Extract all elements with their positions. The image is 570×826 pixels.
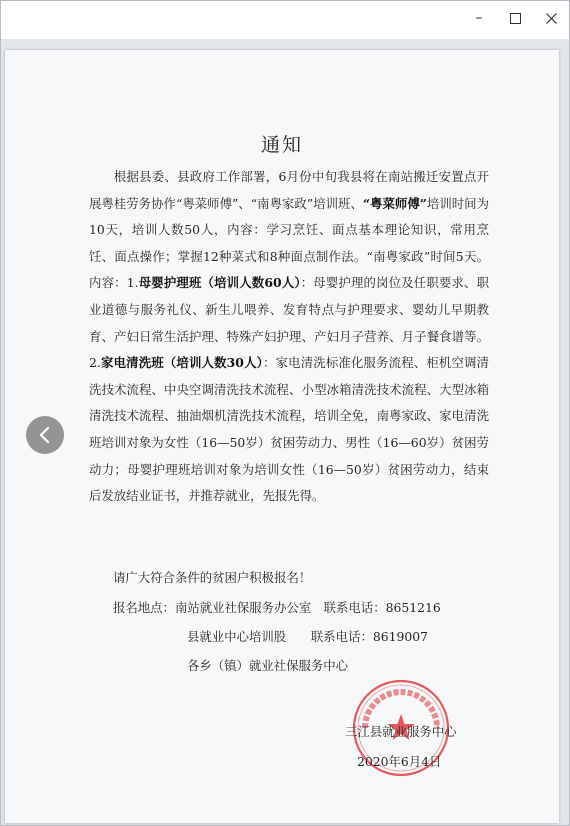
para-text-1: 根据县委、县政府工作部署，6月份中旬我县将在南站搬迁安置点开展粤桂劳务协作“粤菜师傅”、“南粤家政”培训班、	[89, 169, 489, 211]
notice-body	[89, 164, 489, 510]
title-bar	[1, 1, 569, 39]
minimize-icon: –	[475, 10, 483, 26]
close-button[interactable]	[533, 1, 569, 35]
para-bold-3: 家电清洗班（培训人数30人）	[100, 355, 263, 371]
chevron-left-icon	[38, 426, 52, 444]
close-icon	[546, 13, 557, 24]
para-bold-2: 母婴护理班（培训人数60人）	[138, 275, 301, 291]
previous-image-button[interactable]	[26, 416, 64, 454]
maximize-button[interactable]	[497, 1, 533, 35]
image-viewer	[1, 39, 569, 825]
para-text-4: ：家电清洗标准化服务流程、柜机空调清洗技术流程、中央空调清洗技术流程、小型冰箱清洗技术流程、大型冰箱清洗技术流程、抽油烟机清洗技术流程，培训全免，南粤家政、家电清洗班培训对象为女性（16—50岁）贫困劳动力、男性（16—60岁）贫困劳动力；母婴护理班培训对象为培训女性（16—50岁）贫困劳动力，结束后发放结业证书，并推荐就业，先报先得。	[89, 355, 489, 504]
para-text-2: 培训时间为10天，培训人数50人，内容：学习烹饪、面点基本理论知识，常用烹饪、面点操作；掌握12种菜式和8种面点制作法。“南粤家政”时间5天。内容：1.	[89, 195, 489, 291]
document-title: 通知	[260, 134, 303, 156]
issuer-name: 三江县就业服务中心	[345, 724, 457, 739]
appeal-text: 请广大符合条件的贫困户积极报名！	[113, 570, 312, 585]
notice-paragraph	[89, 164, 489, 510]
maximize-icon	[510, 13, 521, 24]
contact-line-2: 县就业中心培训股 联系电话：8619007	[187, 629, 429, 644]
minimize-button[interactable]	[461, 1, 497, 35]
para-bold-1: “粤菜师傅”	[362, 195, 427, 211]
contact-line-3: 各乡（镇）就业社保服务中心	[187, 658, 349, 673]
para-text-3: ：母婴护理的岗位及任职要求、职业道德与服务礼仪、新生儿喂养、发育特点与护理要求、婴幼儿早期教育、产妇日常生活护理、特殊产妇护理、产妇月子营养、月子餐食谱等。2.	[89, 275, 490, 371]
issue-date: 2020年6月4日	[357, 754, 442, 769]
contact-line-1: 报名地点：南站就业社保服务办公室 联系电话：8651216	[113, 600, 441, 615]
document-page	[5, 50, 559, 823]
